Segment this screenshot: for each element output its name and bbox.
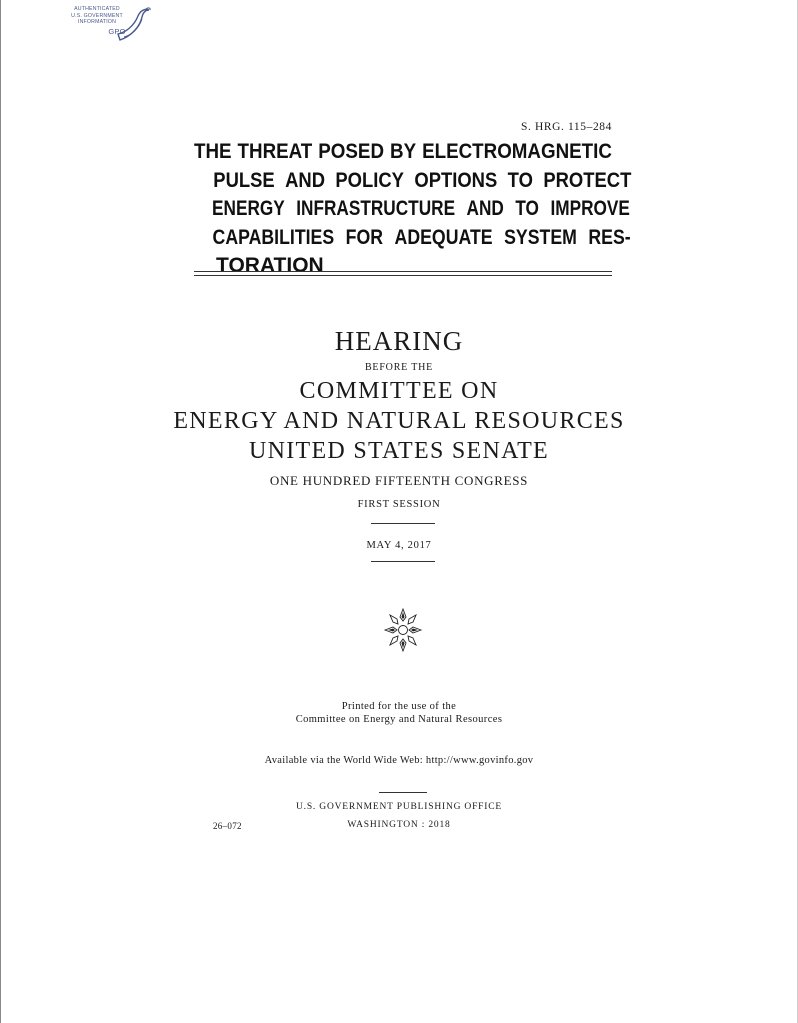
page-left-edge: [0, 0, 1, 1023]
eagle-icon: [112, 4, 152, 46]
title-word: RES-: [588, 225, 631, 249]
gpo-authentication-seal: [64, 4, 156, 46]
seal-text-government: U.S. GOVERNMENT: [71, 12, 123, 19]
title-word: AND: [285, 168, 326, 192]
title-rule-bottom: [194, 275, 612, 276]
availability-note: Available via the World Wide Web: http://www.govinfo.gov: [264, 755, 534, 766]
jacket-number: 26–072: [213, 821, 242, 831]
date-rule: [371, 561, 435, 562]
title-word: INFRASTRUCTURE: [296, 197, 456, 220]
ornament-icon: [383, 607, 423, 653]
title-word: CAPABILITIES: [212, 225, 335, 249]
session-label: FIRST SESSION: [357, 499, 441, 510]
title-word: TO: [515, 197, 539, 220]
title-word: TORATION: [216, 254, 324, 277]
title-line-3: [194, 195, 630, 224]
seal-text-gpo: GPO: [108, 27, 126, 36]
session-rule: [371, 523, 435, 524]
title-word: ADEQUATE: [394, 225, 493, 249]
publisher-name: U.S. GOVERNMENT PUBLISHING OFFICE: [296, 802, 502, 812]
place-year: WASHINGTON : 2018: [347, 820, 451, 830]
title-word: AND: [466, 197, 504, 220]
congress-label: ONE HUNDRED FIFTEENTH CONGRESS: [269, 473, 529, 488]
title-word: OPTIONS: [414, 168, 498, 192]
printed-for-line-2: Committee on Energy and Natural Resources: [295, 714, 503, 725]
committee-line-2: ENERGY AND NATURAL RESOURCES: [173, 408, 625, 434]
title-word: SYSTEM: [504, 225, 577, 249]
chamber-name: UNITED STATES SENATE: [248, 438, 550, 464]
hearing-number: S. HRG. 115–284: [521, 121, 612, 133]
title-line-1: [194, 138, 612, 167]
title-word: PROTECT: [543, 168, 632, 192]
title-word: ELECTROMAGNETIC: [422, 140, 612, 163]
hearing-title: [194, 138, 632, 281]
title-line-4: [194, 224, 631, 253]
seal-text-information: INFORMATION: [77, 19, 117, 25]
title-word: FOR: [345, 225, 384, 249]
hearing-heading: HEARING: [334, 326, 464, 356]
title-word: POLICY: [335, 168, 404, 192]
title-word: THREAT: [237, 140, 313, 163]
title-word: ENERGY: [212, 197, 285, 220]
title-word: TO: [507, 168, 533, 192]
title-word: PULSE: [213, 168, 275, 192]
seal-text-authenticated: AUTHENTICATED: [74, 6, 120, 12]
title-word: THE: [194, 140, 232, 163]
title-word: IMPROVE: [550, 197, 630, 220]
title-rule-top: [194, 271, 612, 272]
publisher-rule: [379, 792, 427, 793]
title-word: POSED: [318, 140, 385, 163]
committee-line-1: COMMITTEE ON: [299, 378, 499, 404]
title-line-2: [194, 167, 631, 196]
printed-for-line-1: Printed for the use of the: [341, 701, 457, 712]
title-line-5: [194, 252, 612, 281]
before-the-label: BEFORE THE: [364, 362, 434, 373]
title-word: BY: [390, 140, 417, 163]
hearing-date: MAY 4, 2017: [366, 540, 432, 551]
